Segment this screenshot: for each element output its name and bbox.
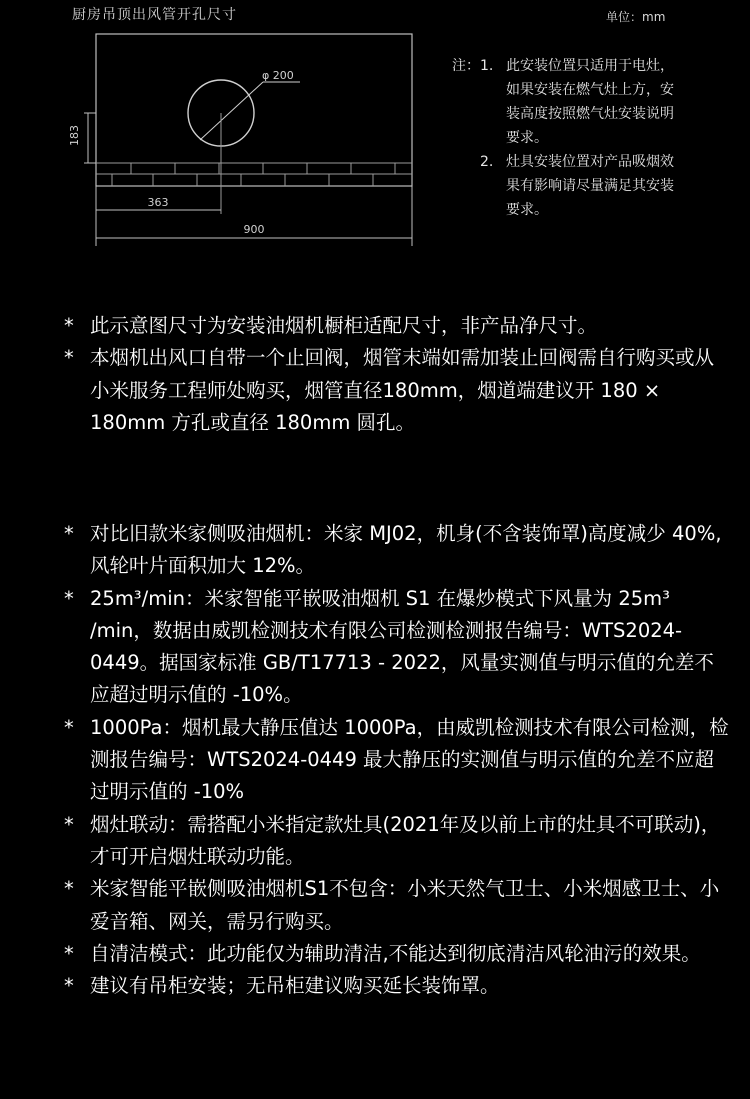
list-item — [64, 970, 730, 1002]
height-dimension: 183 — [68, 125, 81, 146]
note-text: 1000Pa：烟机最大静压值达 1000Pa，由威凯检测技术有限公司检测，检测报告编号：WTS2024-0449 最大静压的实测值与明示值的允差不应超过明示值的 -10% — [90, 715, 729, 804]
note-text: 建议有吊柜安装；无吊柜建议购买延长装饰罩。 — [90, 974, 500, 998]
diameter-dimension: φ 200 — [262, 69, 294, 82]
list-item — [64, 809, 730, 874]
notes-bottom — [64, 518, 730, 1002]
note-text: 此示意图尺寸为安装油烟机橱柜适配尺寸，非产品净尺寸。 — [90, 314, 598, 337]
brick-band — [96, 163, 412, 186]
list-item — [64, 873, 730, 938]
list-item — [64, 518, 730, 583]
bullet: * — [64, 522, 74, 545]
install-note-number: 1. — [480, 58, 494, 74]
install-note-text: 此安装位置只适用于电灶，如果安装在燃气灶上方，安装高度按照燃气灶安装说明要求。 — [506, 58, 674, 146]
list-item — [64, 310, 730, 342]
bullet: * — [64, 586, 74, 610]
install-notes — [452, 54, 702, 222]
list-item — [64, 712, 730, 809]
bullet: * — [64, 346, 74, 370]
offset-dimension: 363 — [147, 196, 169, 209]
bullet: * — [64, 941, 74, 965]
bullet: * — [64, 715, 74, 739]
diagram-title: 厨房吊顶出风管开孔尺寸 — [72, 7, 237, 23]
width-dimension: 900 — [243, 223, 265, 236]
note-text: 烟灶联动：需搭配小米指定款灶具(2021年及以前上市的灶具不可联动)，才可开启烟灶联动功能。 — [90, 812, 721, 868]
list-item — [64, 938, 730, 970]
install-notes-label: 注： — [452, 58, 480, 74]
list-item — [64, 342, 730, 439]
install-note-text: 灶具安装位置对产品吸烟效果有影响请尽量满足其安装要求。 — [506, 154, 674, 218]
unit-label: 单位：mm — [606, 10, 666, 24]
note-text: 25m³/min：米家智能平嵌吸油烟机 S1 在爆炒模式下风量为 25m³ /min，数据由威凯检测技术有限公司检测检测报告编号：WTS2024-0449。据国家标准 GB/T17713 - 2022，风量实测值与明示值的允差不应超过明示值的 -10%。 — [90, 586, 714, 707]
note-text: 本烟机出风口自带一个止回阀，烟管末端如需加装止回阀需自行购买或从小米服务工程师处购买，烟管直径180mm，烟道端建议开 180 × 180mm 方孔或直径 180mm 圆孔。 — [90, 346, 715, 434]
bullet: * — [64, 314, 74, 337]
install-note-1 — [452, 54, 702, 150]
bullet: * — [64, 877, 74, 901]
note-text: 米家智能平嵌侧吸油烟机S1不包含：小米天然气卫士、小米烟感卫士、小爱音箱、网关，需另行购买。 — [90, 877, 720, 933]
install-note-number: 2. — [480, 154, 494, 170]
note-text: 对比旧款米家侧吸油烟机：米家 MJ02，机身(不含装饰罩)高度减少 40%, 风轮叶片面积加大 12%。 — [90, 522, 722, 578]
install-note-2 — [452, 150, 702, 222]
note-text: 自清洁模式：此功能仅为辅助清洁,不能达到彻底清洁风轮油污的效果。 — [90, 941, 701, 965]
list-item — [64, 583, 730, 712]
bullet: * — [64, 974, 74, 998]
notes-top — [64, 310, 730, 439]
bullet: * — [64, 812, 74, 836]
